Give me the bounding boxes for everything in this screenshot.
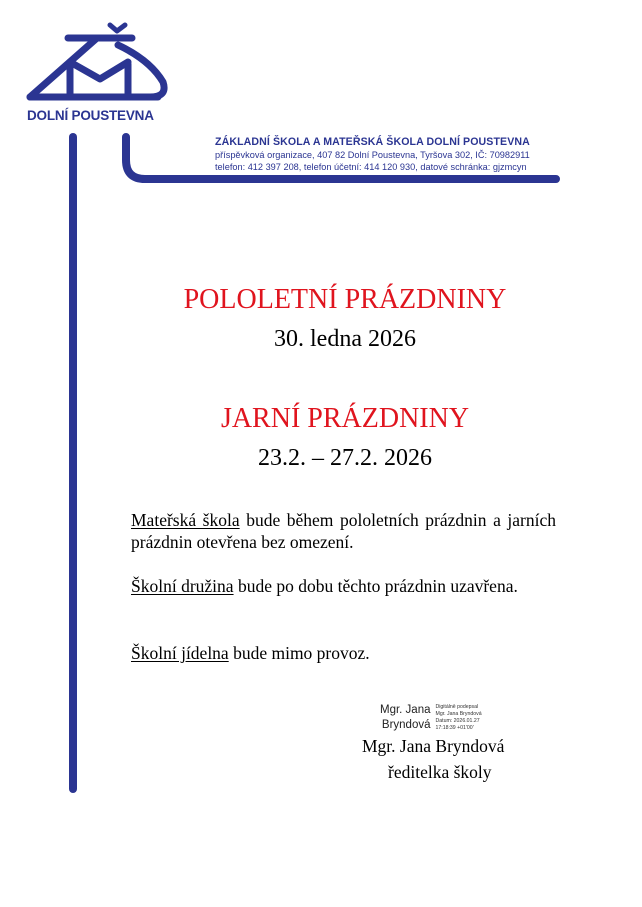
paragraph-kindergarten — [131, 509, 556, 553]
paragraph-text: bude po dobu těchto prázdnin uzavřena. — [233, 576, 518, 596]
notice-date-winter: 30. ledna 2026 — [274, 326, 416, 352]
signer-role: ředitelka školy — [388, 762, 492, 782]
school-name: ZÁKLADNÍ ŠKOLA A MATEŘSKÁ ŠKOLA DOLNÍ POUSTEVNA — [215, 136, 530, 148]
digital-signature-info: Digitálně podepsal Mgr. Jana Bryndová Datum: 2026.01.27 17:18:39 +01'00' — [435, 704, 482, 731]
paragraph-text: bude mimo provoz. — [228, 643, 370, 663]
digital-signature-name: Mgr. Jana Bryndová — [380, 704, 431, 731]
logo-text: DOLNÍ POUSTEVNA — [27, 108, 154, 123]
school-address: příspěvková organizace, 407 82 Dolní Poustevna, Tyršova 302, IČ: 70982911 — [215, 150, 530, 160]
school-contact: telefon: 412 397 208, telefon účetní: 414 120 930, datové schránka: gjzmcyn — [215, 162, 527, 172]
paragraph-canteen — [131, 642, 556, 664]
letterhead — [215, 136, 530, 173]
paragraph-text: bude během pololetních prázdnin a jarních prázdnin otevřena bez omezení. — [131, 510, 556, 552]
subject-canteen: Školní jídelna — [131, 643, 229, 663]
subject-afterschool: Školní družina — [131, 576, 234, 596]
signer-name: Mgr. Jana Bryndová — [362, 736, 505, 756]
school-logo-icon — [20, 15, 180, 120]
notice-title-winter: POLOLETNÍ PRÁZDNINY — [183, 284, 507, 315]
subject-kindergarten: Mateřská škola — [131, 510, 240, 530]
paragraph-afterschool — [131, 575, 556, 597]
notice-title-spring: JARNÍ PRÁZDNINY — [220, 403, 470, 434]
notice-date-spring: 23.2. – 27.2. 2026 — [258, 445, 432, 471]
digital-signature[interactable] — [380, 703, 482, 733]
